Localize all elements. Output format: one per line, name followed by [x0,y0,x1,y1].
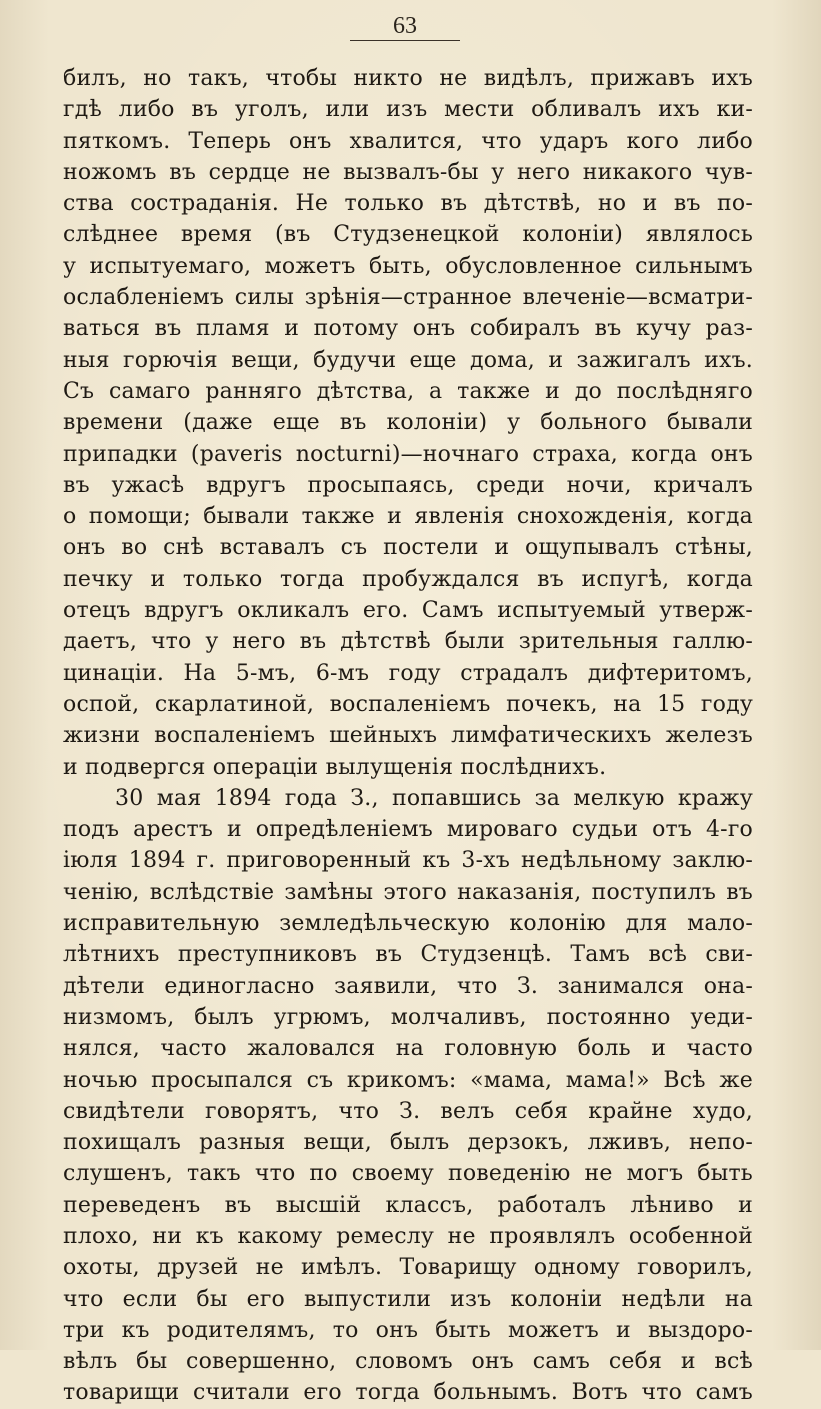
text-line: ваться въ пламя и потому онъ собиралъ въ кучу раз- [63,316,753,342]
text-line: слѣднее время (въ Студзенецкой колоніи) являлось [63,222,753,248]
text-line: цинаціи. На 5-мъ, 6-мъ году страдалъ дифтеритомъ, [63,660,753,686]
text-line: переведенъ въ высшій классъ, работалъ лѣниво и [63,1192,753,1218]
text-line: что если бы его выпустили изъ колоніи недѣли на [63,1286,753,1312]
text-line: ченію, вслѣдствіе замѣны этого наказанія, поступилъ въ [63,879,753,905]
page-number-rule [350,40,460,41]
text-line: подъ арестъ и опредѣленіемъ мироваго судьи отъ 4-го [63,817,753,843]
page-header [350,12,460,48]
text-line: оспой, скарлатиной, воспаленіемъ почекъ, на 15 году [63,691,753,717]
text-line: нялся, часто жаловался на головную боль и часто [63,1036,753,1062]
text-line: похищалъ разныя вещи, былъ дерзокъ, лживъ, непо- [63,1130,753,1156]
body-text [63,63,753,1409]
text-line: у испытуемаго, можетъ быть, обусловленное сильнымъ [63,253,753,279]
text-line: товарищи считали его тогда больнымъ. Вотъ что самъ [63,1380,753,1406]
paragraph-start-line: 30 мая 1894 года З., попавшись за мелкую кражу [115,785,753,811]
text-line: Съ самаго ранняго дѣтства, а также и до послѣдняго [63,378,753,404]
text-line: печку и только тогда пробуждался въ испугѣ, когда [63,566,753,592]
text-line: билъ, но такъ, чтобы никто не видѣлъ, прижавъ ихъ [63,66,753,91]
text-line: исправительную земледѣльческую колонію для мало- [63,911,753,937]
text-line: плохо, ни къ какому ремеслу не проявлялъ особенной [63,1223,753,1249]
text-line: жизни воспаленіемъ шейныхъ лимфатическихъ железъ [63,723,753,749]
text-line: слушенъ, такъ что по своему поведенію не могъ быть [63,1161,753,1187]
text-line: гдѣ либо въ уголъ, или изъ мести обливалъ ихъ ки- [63,97,753,123]
text-line: низмомъ, былъ угрюмъ, молчаливъ, постоянно уеди- [63,1004,753,1030]
page-number: 63 [393,13,417,39]
text-line: три къ родителямъ, то онъ быть можетъ и выздоро- [63,1317,753,1343]
text-line: въ ужасѣ вдругъ просыпаясь, среди ночи, кричалъ [63,472,753,498]
text-line: онъ во снѣ вставалъ съ постели и ощупывалъ стѣны, [63,535,753,561]
text-line: охоты, друзей не имѣлъ. Товарищу одному говорилъ, [63,1255,753,1281]
text-line: о помощи; бывали также и явленія снохожденія, когда [63,504,753,530]
text-line: пяткомъ. Теперь онъ хвалится, что ударъ кого либо [63,128,753,154]
text-line: іюля 1894 г. приговоренный къ 3-хъ недѣльному заклю- [63,848,753,874]
text-line: даетъ, что у него въ дѣтствѣ были зрительныя галлю- [63,629,753,655]
paragraph-end-line: и подвергся операціи вылущенія послѣднихъ. [63,754,607,780]
text-line: ныя горючія вещи, будучи еще дома, и зажигалъ ихъ. [63,347,753,373]
text-line: отецъ вдругъ окликалъ его. Самъ испытуемый утверж- [63,598,753,624]
text-line: времени (даже еще въ колоніи) у больного бывали [63,410,753,436]
text-line: вѣлъ бы совершенно, словомъ онъ самъ себя и всѣ [63,1349,753,1375]
text-line: дѣтели единогласно заявили, что З. занимался она- [63,973,753,999]
text-line: ослабленіемъ силы зрѣнія—странное влеченіе—всматри- [63,285,753,311]
text-line: лѣтнихъ преступниковъ въ Студзенцѣ. Тамъ всѣ сви- [63,942,753,968]
text-line: ножомъ въ сердце не вызвалъ-бы у него никакого чув- [63,159,753,185]
text-line: ночью просыпался съ крикомъ: «мама, мама!» Всѣ же [63,1067,753,1093]
text-line: припадки (paveris nocturni)—ночнаго страха, когда онъ [63,441,753,467]
text-line: свидѣтели говорятъ, что З. велъ себя крайне худо, [63,1098,753,1124]
text-line: ства состраданія. Не только въ дѣтствѣ, но и въ по- [63,191,753,217]
